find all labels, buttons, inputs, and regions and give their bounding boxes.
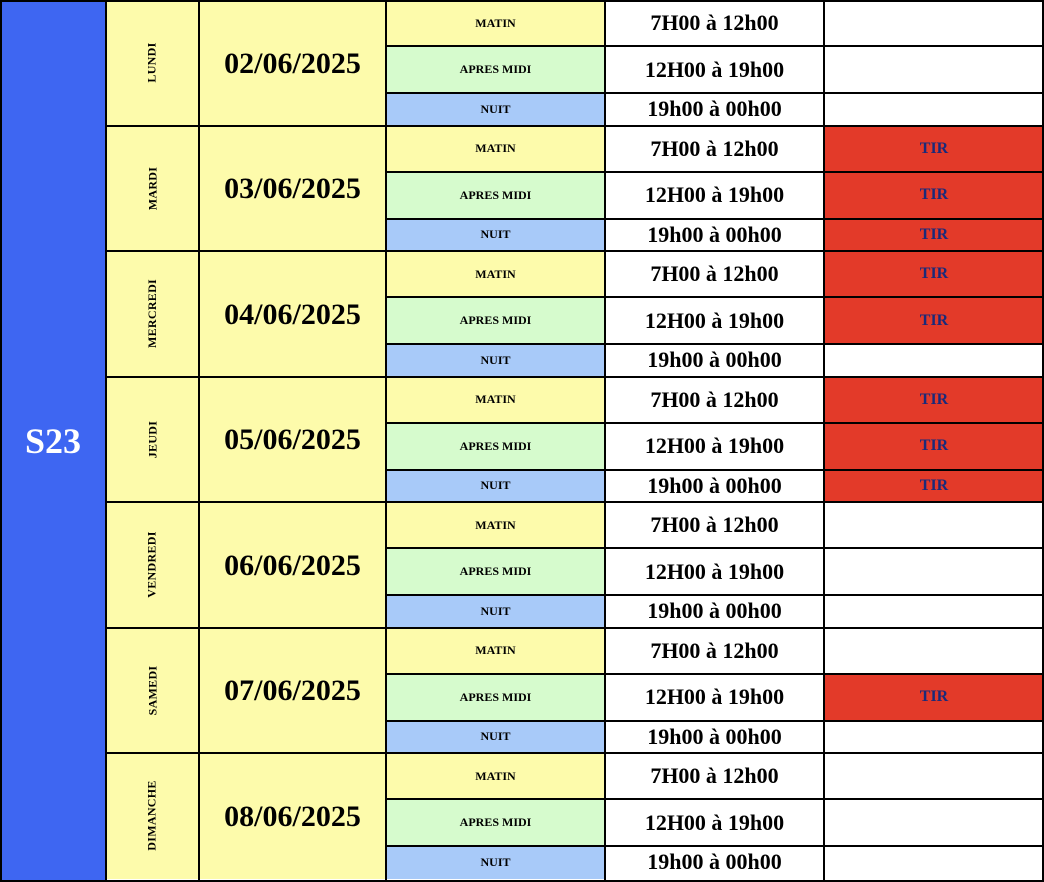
day-name-cell <box>106 126 199 252</box>
shift-hours-cell <box>605 502 824 548</box>
shift-name-cell <box>386 799 605 846</box>
grid-line <box>823 0 825 882</box>
shift-name: APRES MIDI <box>459 187 532 202</box>
date-value: 03/06/2025 <box>224 172 361 206</box>
shift-name: MATIN <box>475 392 516 406</box>
shift-hours: 19h00 à 00h00 <box>647 849 782 875</box>
shift-name-cell <box>386 46 605 93</box>
shift-hours: 12H00 à 19h00 <box>644 684 785 709</box>
tir-marker: TIR <box>919 186 949 203</box>
grid-line <box>106 250 1044 252</box>
tir-marker-cell <box>824 377 1044 423</box>
date-cell <box>199 126 386 252</box>
day-name: SAMEDI <box>145 665 159 716</box>
shift-name-cell <box>386 674 605 721</box>
shift-name-cell <box>386 502 605 548</box>
shift-hours: 12H00 à 19h00 <box>644 182 785 207</box>
tir-marker-cell <box>824 470 1044 503</box>
shift-name-cell <box>386 0 605 46</box>
grid-line <box>0 0 2 882</box>
shift-name: APRES MIDI <box>459 564 532 578</box>
tir-marker: TIR <box>919 139 949 157</box>
tir-marker-cell <box>824 297 1044 344</box>
shift-hours: 7H00 à 12h00 <box>650 135 779 161</box>
empty-marker-cell <box>824 628 1044 674</box>
date-cell <box>199 502 386 628</box>
shift-hours: 12H00 à 19h00 <box>644 433 785 458</box>
shift-name: NUIT <box>480 478 511 493</box>
shift-hours-cell <box>605 126 824 172</box>
tir-marker: TIR <box>919 688 949 705</box>
day-name: MARDI <box>145 166 159 210</box>
grid-line <box>0 0 1044 2</box>
shift-name-cell <box>386 344 605 377</box>
day-name-cell <box>106 0 199 126</box>
empty-marker-cell <box>824 721 1044 754</box>
tir-marker-cell <box>824 423 1044 470</box>
shift-hours: 19h00 à 00h00 <box>647 472 782 498</box>
grid-line <box>386 673 1044 675</box>
shift-hours: 7H00 à 12h00 <box>650 763 779 788</box>
shift-name-cell <box>386 297 605 344</box>
day-name: LUNDI <box>144 42 159 83</box>
tir-marker: TIR <box>919 225 949 243</box>
tir-marker-cell <box>824 251 1044 297</box>
grid-line <box>386 845 1044 847</box>
shift-name-cell <box>386 470 605 503</box>
date-value: 06/06/2025 <box>224 548 361 582</box>
shift-hours-cell <box>605 470 824 503</box>
shift-name-cell <box>386 219 605 252</box>
day-name-cell <box>106 753 199 879</box>
grid-line <box>106 752 1044 754</box>
empty-marker-cell <box>824 548 1044 595</box>
grid-line <box>604 0 606 882</box>
shift-hours-cell <box>605 377 824 423</box>
empty-marker-cell <box>824 595 1044 628</box>
week-label-cell <box>0 0 106 882</box>
shift-name-cell <box>386 753 605 799</box>
day-name: MERCREDI <box>144 279 159 349</box>
week-label: S23 <box>24 421 82 461</box>
shift-hours-cell <box>605 423 824 470</box>
grid-line <box>386 218 1044 220</box>
grid-line <box>198 0 200 882</box>
shift-name: NUIT <box>480 227 511 242</box>
tir-marker-cell <box>824 219 1044 252</box>
empty-marker-cell <box>824 799 1044 846</box>
grid-line <box>386 296 1044 298</box>
empty-marker-cell <box>824 46 1044 93</box>
date-value: 02/06/2025 <box>224 46 361 80</box>
shift-hours: 19h00 à 00h00 <box>647 96 782 122</box>
shift-name-cell <box>386 126 605 172</box>
grid-line <box>386 798 1044 800</box>
shift-hours-cell <box>605 628 824 674</box>
shift-hours-cell <box>605 172 824 219</box>
day-name: JEUDI <box>144 420 159 459</box>
empty-marker-cell <box>824 344 1044 377</box>
shift-name: MATIN <box>475 768 516 783</box>
shift-hours: 12H00 à 19h00 <box>644 558 785 584</box>
shift-name-cell <box>386 846 605 879</box>
grid-line <box>386 92 1044 94</box>
grid-line <box>106 501 1044 503</box>
shift-name: NUIT <box>480 854 511 869</box>
shift-name: NUIT <box>480 352 511 367</box>
shift-hours: 7H00 à 12h00 <box>650 386 779 412</box>
shift-hours: 7H00 à 12h00 <box>650 10 779 35</box>
date-cell <box>199 753 386 879</box>
shift-hours-cell <box>605 251 824 297</box>
shift-name: NUIT <box>480 603 511 618</box>
shift-hours-cell <box>605 219 824 252</box>
shift-name-cell <box>386 628 605 674</box>
tir-marker: TIR <box>919 476 949 494</box>
date-value: 04/06/2025 <box>224 297 361 331</box>
grid-line <box>386 547 1044 549</box>
shift-hours-cell <box>605 721 824 754</box>
shift-hours: 12H00 à 19h00 <box>644 56 785 82</box>
shift-name-cell <box>386 721 605 754</box>
shift-hours: 12H00 à 19h00 <box>644 809 785 835</box>
shift-name-cell <box>386 423 605 470</box>
date-value: 08/06/2025 <box>224 799 361 833</box>
shift-hours-cell <box>605 674 824 721</box>
shift-hours-cell <box>605 753 824 799</box>
empty-marker-cell <box>824 753 1044 799</box>
shift-hours-cell <box>605 344 824 377</box>
shift-name: APRES MIDI <box>459 62 532 76</box>
day-name-cell <box>106 251 199 377</box>
shift-hours-cell <box>605 297 824 344</box>
date-cell <box>199 0 386 126</box>
shift-name-cell <box>386 172 605 219</box>
day-name-cell <box>106 502 199 628</box>
tir-marker: TIR <box>919 437 949 454</box>
grid-line <box>386 171 1044 173</box>
shift-name-cell <box>386 377 605 423</box>
day-name: DIMANCHE <box>145 780 159 851</box>
grid-line <box>386 422 1044 424</box>
day-name: VENDREDI <box>144 531 159 598</box>
shift-hours: 19h00 à 00h00 <box>647 723 782 749</box>
shift-name: MATIN <box>475 141 516 155</box>
shift-name-cell <box>386 93 605 126</box>
grid-line <box>386 594 1044 596</box>
grid-line <box>386 469 1044 471</box>
shift-hours-cell <box>605 0 824 46</box>
grid-line <box>106 376 1044 378</box>
shift-name: NUIT <box>480 101 511 116</box>
date-value: 05/06/2025 <box>224 423 361 457</box>
shift-name: NUIT <box>480 729 511 744</box>
grid-line <box>386 45 1044 47</box>
tir-marker-cell <box>824 126 1044 172</box>
shift-name-cell <box>386 251 605 297</box>
shift-hours: 19h00 à 00h00 <box>647 221 782 247</box>
grid-line <box>106 125 1044 127</box>
shift-hours: 7H00 à 12h00 <box>650 261 779 286</box>
day-name-cell <box>106 377 199 503</box>
shift-name: MATIN <box>475 15 516 30</box>
shift-name: APRES MIDI <box>459 689 532 704</box>
date-cell <box>199 377 386 503</box>
tir-marker-cell <box>824 172 1044 219</box>
shift-hours-cell <box>605 46 824 93</box>
day-name-cell <box>106 628 199 754</box>
grid-line <box>386 720 1044 722</box>
shift-name: MATIN <box>475 643 516 657</box>
tir-marker-cell <box>824 674 1044 721</box>
shift-hours-cell <box>605 548 824 595</box>
shift-hours: 19h00 à 00h00 <box>647 598 782 624</box>
date-cell <box>199 628 386 754</box>
shift-name: APRES MIDI <box>459 313 532 327</box>
shift-hours: 12H00 à 19h00 <box>644 307 785 333</box>
shift-hours-cell <box>605 93 824 126</box>
empty-marker-cell <box>824 846 1044 879</box>
grid-line <box>106 627 1044 629</box>
shift-hours: 7H00 à 12h00 <box>650 637 779 663</box>
shift-name-cell <box>386 548 605 595</box>
empty-marker-cell <box>824 93 1044 126</box>
empty-marker-cell <box>824 502 1044 548</box>
shift-name: MATIN <box>475 517 516 532</box>
shift-hours: 19h00 à 00h00 <box>647 347 782 373</box>
shift-hours-cell <box>605 799 824 846</box>
empty-marker-cell <box>824 0 1044 46</box>
tir-marker: TIR <box>919 265 949 282</box>
tir-marker: TIR <box>919 311 949 329</box>
grid-line <box>385 0 387 882</box>
shift-hours: 7H00 à 12h00 <box>650 512 779 537</box>
shift-hours-cell <box>605 846 824 879</box>
date-value: 07/06/2025 <box>224 674 361 708</box>
grid-line <box>386 343 1044 345</box>
shift-name: APRES MIDI <box>459 438 532 453</box>
shift-name: APRES MIDI <box>459 815 532 829</box>
tir-marker: TIR <box>919 390 949 408</box>
shift-name-cell <box>386 595 605 628</box>
shift-name: MATIN <box>475 266 516 281</box>
date-cell <box>199 251 386 377</box>
grid-line <box>105 0 107 882</box>
shift-hours-cell <box>605 595 824 628</box>
